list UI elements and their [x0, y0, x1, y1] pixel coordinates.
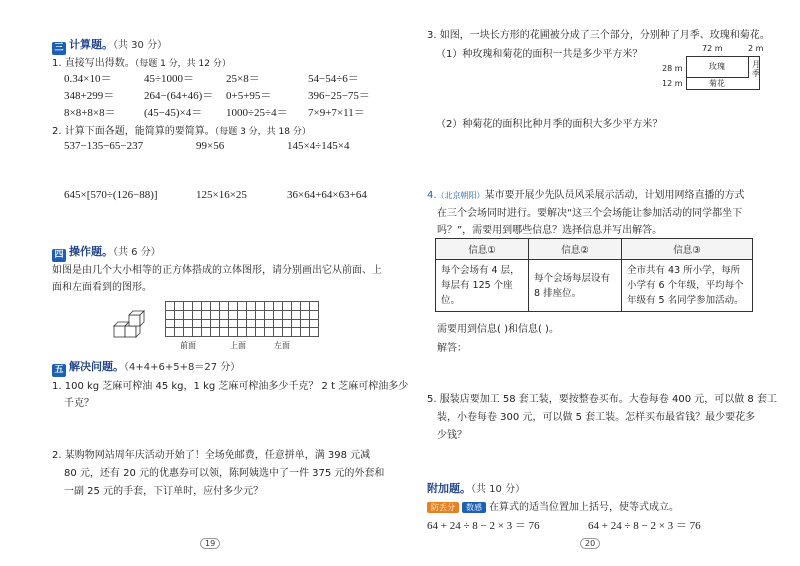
grid-cell[interactable] [256, 302, 265, 311]
grid-cell[interactable] [193, 328, 202, 337]
q4-line3: 吗？”，需要用到哪些信息？选择信息并写出解答。 [437, 225, 663, 236]
view-label-top: 上面 [230, 341, 246, 350]
info-cell: 每个会场有 4 层，每层有 125 个座位。 [436, 260, 529, 312]
calc-q2-expr: 537−135−65−237 [64, 140, 144, 152]
grid-cell[interactable] [175, 328, 184, 337]
info-header: 信息③ [622, 239, 753, 260]
grid-cell[interactable] [211, 311, 220, 320]
calc-q2-expr: 99×56 [196, 140, 225, 152]
info-cell: 每个会场每层设有 8 排座位。 [529, 260, 622, 312]
view-label-front: 前面 [180, 341, 196, 350]
solve-q2: 80 元，还有 20 元的优惠券可以领，陈阿姨选中了一件 375 元的外套和 [64, 468, 385, 479]
grid-cell[interactable] [274, 302, 283, 311]
grid-cell[interactable] [238, 328, 247, 337]
grid-cell[interactable] [247, 328, 256, 337]
grid-cell[interactable] [193, 320, 202, 329]
grid-cell[interactable] [256, 328, 265, 337]
grid-cell[interactable] [265, 302, 274, 311]
q4-line2: 在三个会场同时进行。要解决“这三个会场能让参加活动的同学都坐下 [437, 208, 743, 219]
q3-text: 3. 如图，一块长方形的花圃被分成了三个部分，分别种了月季、玫瑰和菊花。 [427, 30, 770, 41]
grid-cell[interactable] [265, 320, 274, 329]
grid-cell[interactable] [301, 320, 310, 329]
grid-cell[interactable] [166, 320, 175, 329]
extra-equation-2: 64 + 24 ÷ 8 − 2 × 3 ＝ 76 [588, 520, 701, 532]
op-text: 面和左面看到的图形。 [52, 282, 152, 293]
grid-cell[interactable] [310, 328, 319, 337]
grid-cell[interactable] [229, 302, 238, 311]
calc-q1-expr: 396−25−75＝ [308, 90, 370, 102]
section-number-icon: 四 [52, 249, 66, 262]
grid-cell[interactable] [202, 320, 211, 329]
grid-cell[interactable] [211, 302, 220, 311]
calc-section-title: 三 计算题。（共 30 分） [52, 36, 167, 55]
grid-cell[interactable] [211, 328, 220, 337]
calc-q1-expr: 264−(64+46)＝ [144, 90, 214, 102]
calc-q1-expr: 25×8＝ [226, 73, 260, 85]
info-table [435, 238, 753, 312]
extra-instruction: 防丢分 数感 在算式的适当位置加上括号，使等式成立。 [427, 498, 679, 513]
grid-cell[interactable] [310, 320, 319, 329]
grid-cell[interactable] [283, 328, 292, 337]
q4-answer: 解答： [437, 343, 467, 354]
dim-right-top: 2 m [748, 44, 764, 53]
grid-cell[interactable] [274, 311, 283, 320]
grid-cell[interactable] [211, 320, 220, 329]
dim-top: 72 m [702, 44, 723, 53]
grid-cell[interactable] [184, 320, 193, 329]
grid-cell[interactable] [175, 320, 184, 329]
grid-cell[interactable] [283, 302, 292, 311]
solve-section-title: 五 解决问题。（4+4+6+5+8＝27 分） [52, 358, 240, 377]
page-number: 19 [200, 538, 220, 549]
grid-cell[interactable] [256, 311, 265, 320]
tag-shugan: 数感 [462, 502, 486, 513]
grid-cell[interactable] [229, 328, 238, 337]
solve-q1: 1. 100 kg 芝麻可榨油 45 kg，1 kg 芝麻可榨油多少千克？ 2 t 芝麻可榨油多少 [52, 381, 409, 392]
grid-cell[interactable] [193, 302, 202, 311]
grid-cell[interactable] [193, 311, 202, 320]
calc-q1-expr: 0.34×10＝ [64, 73, 112, 85]
grid-cell[interactable] [238, 311, 247, 320]
q4-line1: 4.（北京朝阳）某市要开展少先队员风采展示活动，计划用网络直播的方式 [427, 190, 745, 201]
grid-cell[interactable] [202, 302, 211, 311]
calc-q1-expr: 8×8+8×8＝ [64, 107, 116, 119]
grid-cell[interactable] [166, 311, 175, 320]
calc-q2-expr: 645×[570÷(126−88)] [64, 189, 158, 201]
grid-cell[interactable] [265, 328, 274, 337]
q5-text: 少钱？ [437, 430, 467, 441]
extra-equation-1: 64 + 24 ÷ 8 − 2 × 3 ＝ 76 [427, 520, 540, 532]
grid-cell[interactable] [238, 320, 247, 329]
calc-q2-expr: 36×64+64×63+64 [287, 189, 367, 201]
grid-cell[interactable] [310, 302, 319, 311]
section-number-icon: 五 [52, 364, 66, 377]
grid-cell[interactable] [310, 311, 319, 320]
grid-cell[interactable] [292, 311, 301, 320]
view-label-left: 左面 [274, 341, 290, 350]
q3-sub2: （2）种菊花的面积比种月季的面积大多少平方米？ [436, 119, 663, 130]
solve-q2: 一副 25 元的手套，下订单时，应付多少元？ [64, 486, 264, 497]
tag-fang: 防丢分 [427, 502, 459, 513]
grid-cell[interactable] [202, 328, 211, 337]
page-number: 20 [580, 538, 600, 549]
grid-cell[interactable] [274, 320, 283, 329]
op-section-title: 四 操作题。（共 6 分） [52, 243, 161, 262]
grid-cell[interactable] [301, 302, 310, 311]
q5-text: 装，小卷每卷 300 元，可以做 5 套工装。怎样买布最省钱？最少要花多 [437, 412, 756, 423]
calc-q1-expr: (45−45)×4＝ [144, 107, 203, 119]
bed-chrys: 菊花 [709, 79, 725, 88]
grid-cell[interactable] [247, 320, 256, 329]
grid-cell[interactable] [301, 328, 310, 337]
flowerbed-figure [662, 44, 766, 94]
cube-figure [112, 310, 158, 340]
grid-cell[interactable] [247, 311, 256, 320]
solve-q2: 2. 某购物网站周年庆活动开始了！全场免邮费，任意拼单，满 398 元减 [52, 450, 371, 461]
grid-cell[interactable] [283, 311, 292, 320]
grid-cell[interactable] [184, 328, 193, 337]
grid-cell[interactable] [220, 302, 229, 311]
grid-cell[interactable] [229, 311, 238, 320]
q5-text: 5. 服装店要加工 58 套工装，要按整卷买布。大卷每卷 400 元，可以做 8 套工 [427, 394, 777, 405]
calc-q1-expr: 1000÷25÷4＝ [226, 107, 288, 119]
grid-cell[interactable] [166, 302, 175, 311]
op-text: 如图是由几个大小相等的正方体搭成的立体图形，请分别画出它从前面、上 [52, 265, 382, 276]
dim-left-1: 28 m [662, 64, 683, 73]
calc-q2-expr: 145×4÷145×4 [287, 140, 350, 152]
bed-rose: 玫瑰 [686, 56, 749, 78]
grid-cell[interactable] [283, 320, 292, 329]
grid-cell[interactable] [220, 328, 229, 337]
grid-cell[interactable] [220, 311, 229, 320]
extra-section-title: 附加题。（共 10 分） [427, 482, 526, 495]
grid-cell[interactable] [292, 302, 301, 311]
calc-q2-expr: 125×16×25 [196, 189, 247, 201]
drawing-grid[interactable] [165, 301, 319, 337]
grid-cell[interactable] [229, 320, 238, 329]
q3-sub1: （1）种玫瑰和菊花的面积一共是多少平方米？ [436, 49, 643, 60]
grid-cell[interactable] [220, 320, 229, 329]
calc-q1-label: 1. 直接写出得数。（每题 1 分，共 12 分） [52, 58, 231, 69]
grid-cell[interactable] [256, 320, 265, 329]
grid-cell[interactable] [292, 320, 301, 329]
grid-cell[interactable] [184, 302, 193, 311]
dim-left-2: 12 m [662, 79, 683, 88]
bed-yueji: 月季 [752, 60, 760, 78]
info-cell: 全市共有 43 所小学，每所小学有 6 个年级，平均每个年级有 5 名同学参加活动。 [622, 260, 753, 312]
calc-q2-label: 2. 计算下面各题，能简算的要简算。（每题 3 分，共 18 分） [52, 126, 311, 137]
grid-cell[interactable] [202, 311, 211, 320]
section-number-icon: 三 [52, 42, 66, 55]
calc-q1-expr: 45÷1000＝ [144, 73, 195, 85]
grid-cell[interactable] [175, 311, 184, 320]
info-header: 信息① [436, 239, 529, 260]
calc-q1-expr: 7×9+7×11＝ [308, 107, 365, 119]
grid-cell[interactable] [166, 328, 175, 337]
calc-q1-expr: 348+299＝ [64, 90, 115, 102]
calc-q1-expr: 0+5+95＝ [226, 90, 272, 102]
grid-cell[interactable] [301, 311, 310, 320]
q4-need[interactable]: 需要用到信息( )和信息( )。 [437, 324, 559, 335]
solve-q1: 千克？ [64, 398, 94, 409]
grid-cell[interactable] [247, 302, 256, 311]
grid-cell[interactable] [238, 302, 247, 311]
grid-cell[interactable] [274, 328, 283, 337]
grid-cell[interactable] [292, 328, 301, 337]
info-header: 信息② [529, 239, 622, 260]
grid-cell[interactable] [265, 311, 274, 320]
grid-cell[interactable] [184, 311, 193, 320]
calc-q1-expr: 54−54÷6＝ [308, 73, 359, 85]
grid-cell[interactable] [175, 302, 184, 311]
